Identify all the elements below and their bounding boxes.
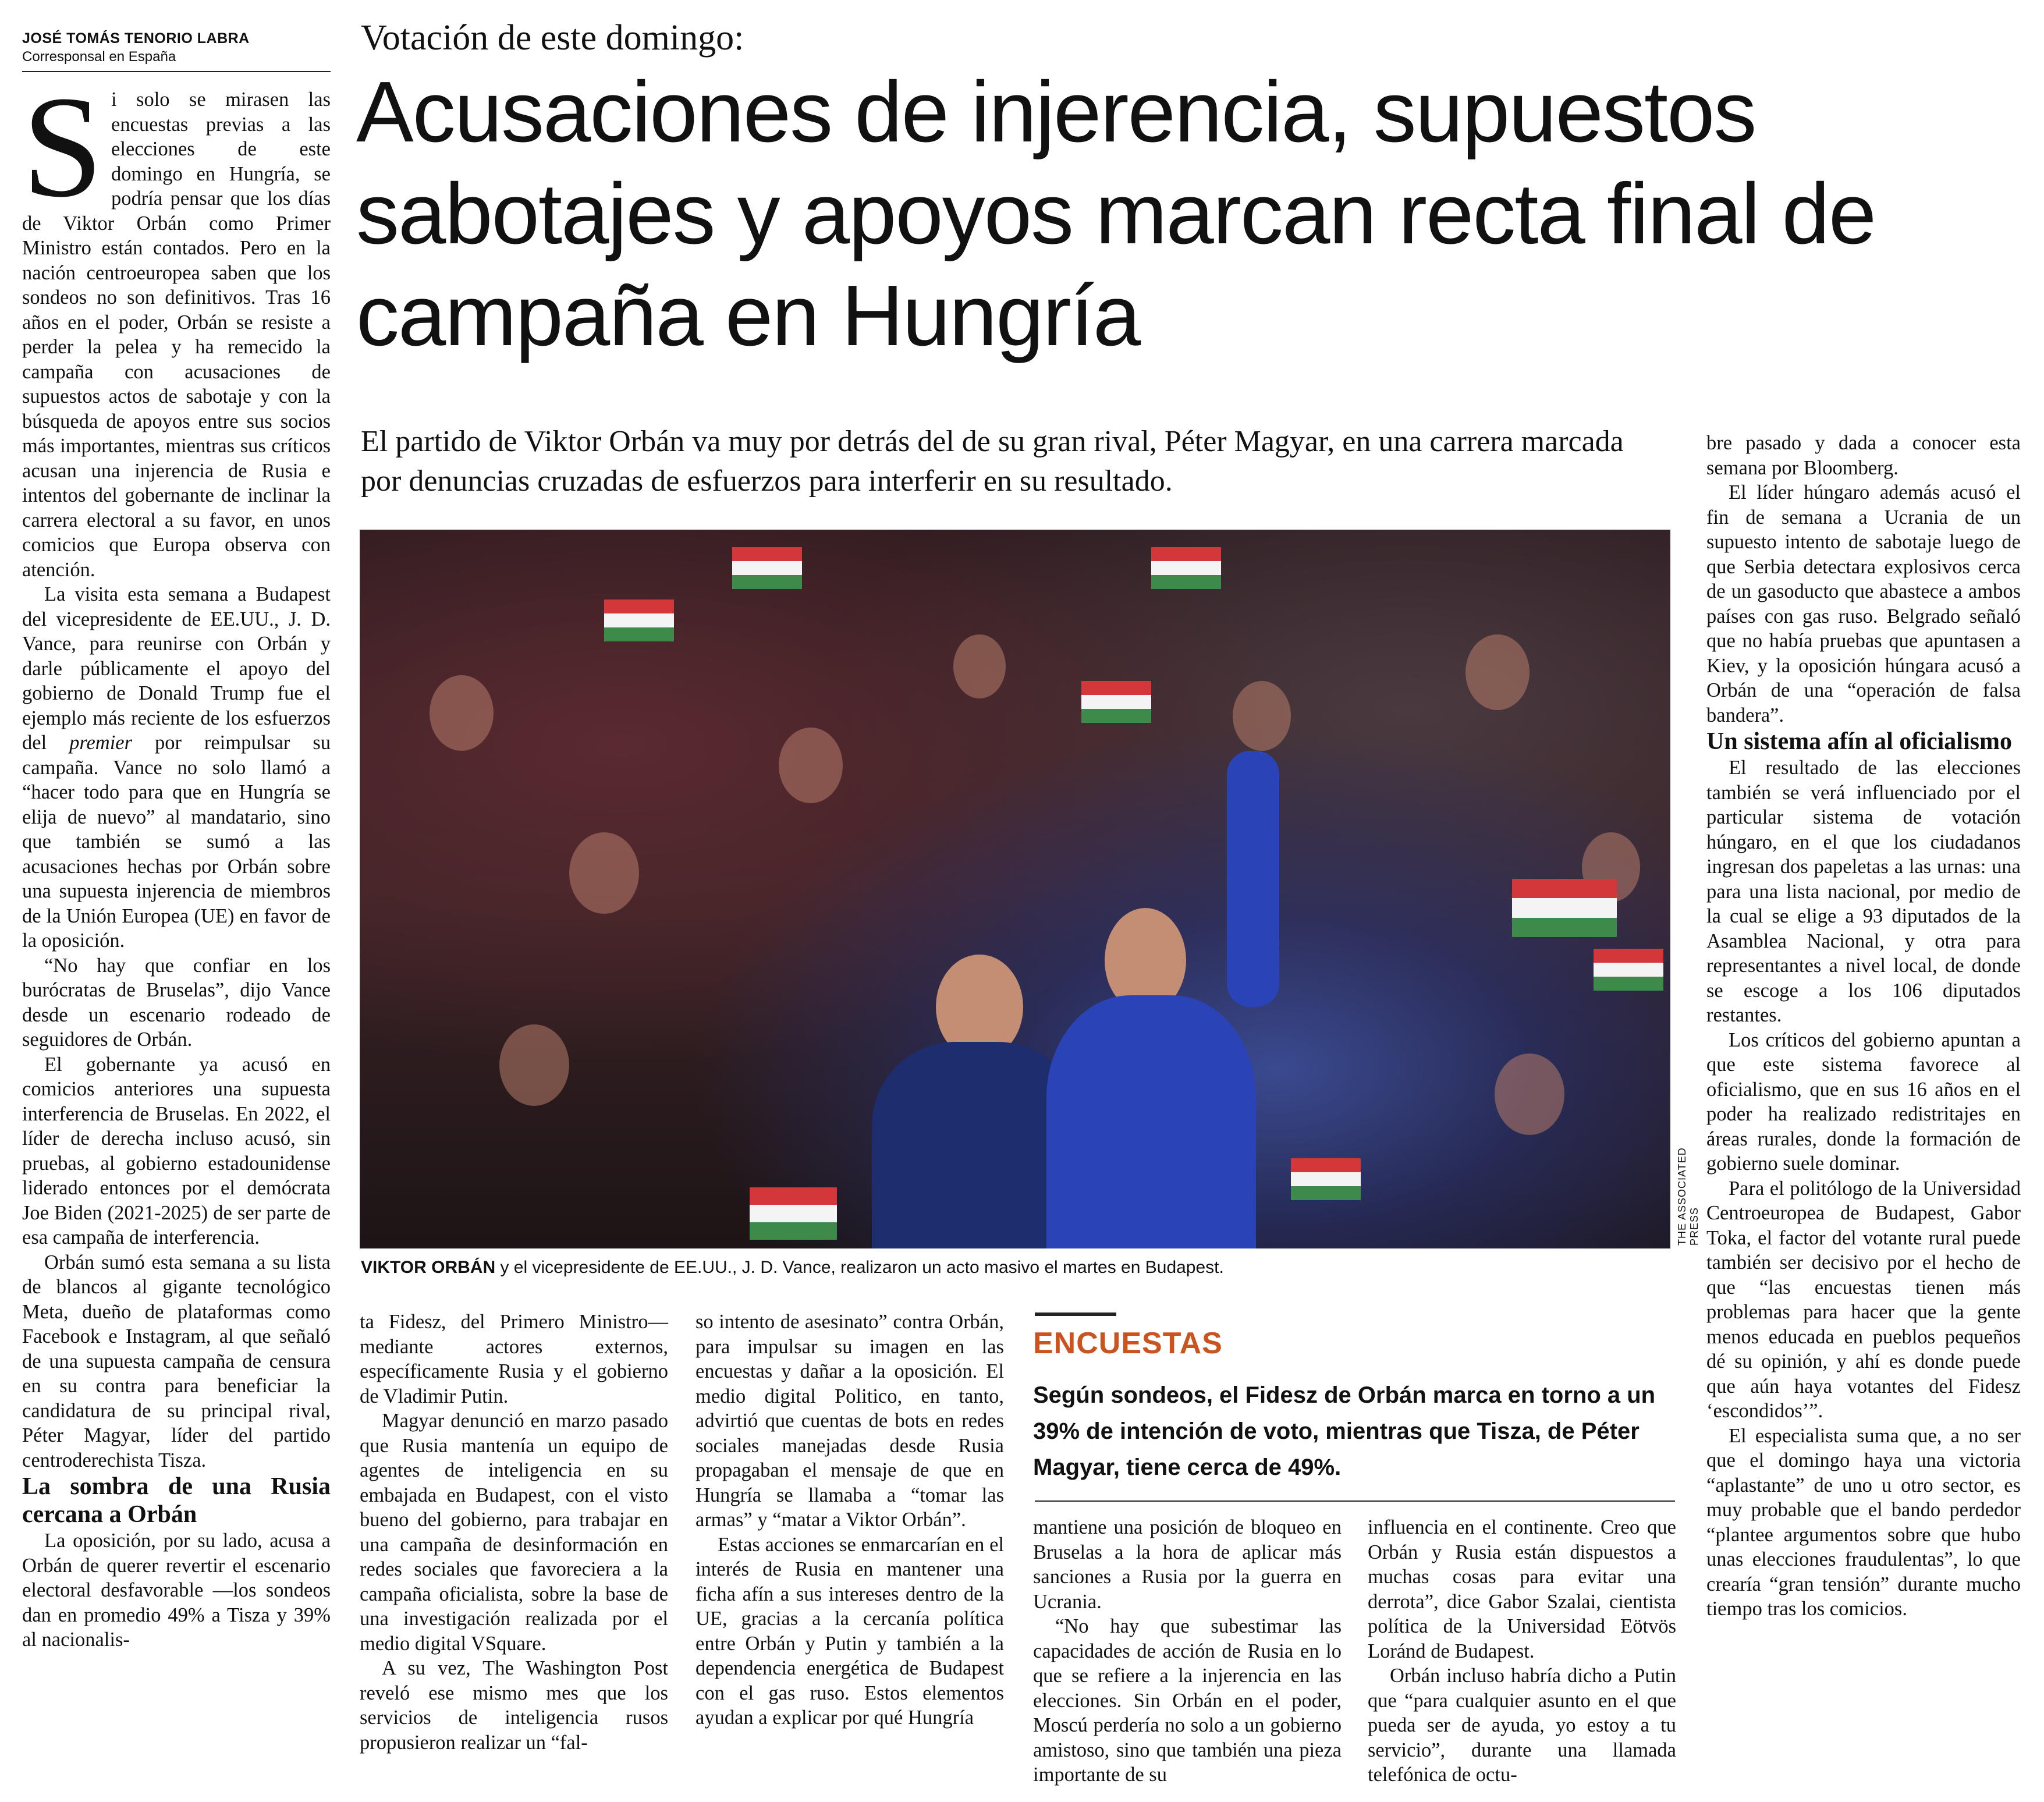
- section-subhead: La sombra de una Rusia cercana a Orbán: [22, 1473, 331, 1528]
- article-column-3: [695, 1310, 1004, 1730]
- paragraph: Orbán incluso habría dicho a Putin que “para cualquier asunto en el que pueda ser de ayuda, yo estoy a tu servicio”, durante una llamada telefónica de octu-: [1368, 1665, 1676, 1786]
- paragraph: Magyar denunció en marzo pasado que Rusia mantenía un equipo de agentes de inteligencia en su embajada en Budapest, con el visto bueno del gobierno, para trabajar en una campaña de desinformación en redes sociales que favoreciera a la campaña oficialista, sobre la base de una investigación realizada por el medio digital VSquare.: [360, 1410, 668, 1655]
- kicker: Votación de este domingo:: [361, 18, 744, 58]
- paragraph: Los críticos del gobierno apuntan a que este sistema favorece al oficialismo, que en sus 16 años en el poder ha realizado redistritajes en áreas rurales, donde la formación de gobierno suele dominar.: [1706, 1028, 2021, 1175]
- article-column-5: [1368, 1515, 1676, 1787]
- paragraph: A su vez, The Washington Post reveló ese mismo mes que los servicios de inteligencia rusos propusieron realizar un “fal-: [360, 1657, 668, 1754]
- paragraph: El líder húngaro además acusó el fin de semana a Ucrania de un supuesto intento de sabotaje luego de que Serbia detectara explosivos cerca de un gasoducto que abastece a ambos países con gas ruso. Belgrado señaló que no había pruebas que apuntasen a Kiev, y la oposición húngara acusó a Orbán de una “operación de falsa bandera”.: [1706, 481, 2021, 726]
- vance-raised-arm: [1227, 751, 1279, 1007]
- dek: El partido de Viktor Orbán va muy por detrás del de su gran rival, Péter Magyar, en una carrera marcada por denuncias cruzadas de esfuerzos para interferir en su resultado.: [361, 425, 1624, 498]
- box-top-rule: [1035, 1313, 1116, 1316]
- photo-credit: THE ASSOCIATED PRESS: [1676, 1147, 1700, 1246]
- article-column-6: [1706, 431, 2021, 1622]
- drop-cap: S: [22, 66, 104, 228]
- caption-lead: VIKTOR ORBÁN: [361, 1258, 496, 1277]
- caption-text: y el vicepresidente de EE.UU., J. D. Vance, realizaron un acto masivo el martes en Budapest.: [495, 1258, 1224, 1277]
- box-label: ENCUESTAS: [1033, 1326, 1223, 1360]
- paragraph: La oposición, por su lado, acusa a Orbán de querer revertir el escenario electoral desfavorable —los sondeos dan en promedio 49% a Tisza y 39% al nacionalis-: [22, 1530, 331, 1651]
- paragraph: Si solo se mirasen las encuestas previas a las elecciones de este domingo en Hungría, se podría pensar que los días de Viktor Orbán como Primer Ministro están contados. Pero en la nación centroeuropea saben que los sondeos no son definitivos. Tras 16 años en el poder, Orbán se resiste a perder la pelea y ha remecido la campaña con acusaciones de supuestos actos de sabotaje y con la búsqueda de apoyos entre sus socios más importantes, mientras sus críticos acusan una injerencia de Rusia e intentos del gobernante de inclinar la carrera electoral a su favor, en unos comicios que Europa observa con atención.: [22, 66, 331, 581]
- author-name: JOSÉ TOMÁS TENORIO LABRA: [22, 30, 250, 47]
- article-column-2: [360, 1310, 668, 1755]
- paragraph: Para el politólogo de la Universidad Centroeuropea de Budapest, Gabor Toka, el factor del votante rural puede también ser decisivo por el hecho de que “las encuestas tienen más problemas para hacer que la gente menos educada en pueblos pequeños dé su opinión, y ahí es donde puede que aún haya votantes del Fidesz ‘escondidos’”.: [1706, 1177, 2021, 1422]
- box-bottom-rule: [1035, 1501, 1675, 1502]
- photo-caption: [361, 1256, 1676, 1279]
- news-photo: [360, 530, 1670, 1248]
- paragraph: Estas acciones se enmarcarían en el interés de Rusia en mantener una ficha afín a sus intereses dentro de la UE, gracias a la cercanía política entre Orbán y Putin y también a la dependencia energética de Budapest con el gas ruso. Estos elementos ayudan a explicar por qué Hungría: [695, 1533, 1004, 1729]
- paragraph: La visita esta semana a Budapest del vicepresidente de EE.UU., J. D. Vance, para reunirse con Orbán y darle públicamente el apoyo del gobierno de Donald Trump fue el ejemplo más reciente de los esfuerzos del premier por reimpulsar su campaña. Vance no solo llamó a “hacer todo para que en Hungría se elija de nuevo” al mandatario, sino que también se sumó a las acusaciones hechas por Orbán sobre una supuesta injerencia de miembros de la Unión Europea (UE) en favor de la oposición.: [22, 583, 331, 952]
- paragraph: bre pasado y dada a conocer esta semana por Bloomberg.: [1706, 432, 2021, 479]
- paragraph: influencia en el continente. Creo que Orbán y Rusia están dispuestos a muchas cosas para evitar una derrota”, dice Gabor Szalai, cientista política de la Universidad Eötvös Loránd de Budapest.: [1368, 1516, 1676, 1662]
- section-subhead: Un sistema afín al oficialismo: [1706, 728, 2012, 755]
- byline: [22, 29, 331, 72]
- paragraph: “No hay que confiar en los burócratas de Bruselas”, dijo Vance desde un escenario rodeado de seguidores de Orbán.: [22, 954, 331, 1051]
- paragraph: ta Fidesz, del Primero Ministro— mediante actores externos, específicamente Rusia y el gobierno de Vladimir Putin.: [360, 1311, 668, 1407]
- paragraph: mantiene una posición de bloqueo en Bruselas a la hora de aplicar más sanciones a Rusia por la guerra en Ucrania.: [1033, 1516, 1342, 1613]
- vance-suit: [1046, 995, 1256, 1248]
- paragraph: El gobernante ya acusó en comicios anteriores una supuesta interferencia de Bruselas. En 2022, el líder de derecha incluso acusó, sin pruebas, al gobierno estadounidense liderado entonces por el demócrata Joe Biden (2021-2025) de ser parte de esa campaña de interferencia.: [22, 1053, 331, 1248]
- headline: Acusaciones de injerencia, supuestos sabotajes y apoyos marcan recta final de campaña en Hungría: [356, 64, 1876, 364]
- author-role: Corresponsal en España: [22, 49, 176, 65]
- paragraph: so intento de asesinato” contra Orbán, para impulsar su imagen en las encuestas y dañar a la oposición. El medio digital Politico, en tanto, advirtió que cuentas de bots en redes sociales manejadas desde Rusia propagaban el mensaje de que en Hungría se llamaba a “tomar las armas” y “matar a Viktor Orbán”.: [695, 1311, 1004, 1531]
- article-column-4: [1033, 1515, 1342, 1787]
- box-text: Según sondeos, el Fidesz de Orbán marca en torno a un 39% de intención de voto, mientras que Tisza, de Péter Magyar, tiene cerca de 49%.: [1033, 1382, 1656, 1480]
- paragraph: El especialista suma que, a no ser que el domingo haya una victoria “aplastante” de uno u otro sector, es muy probable que el bando perdedor “plantee argumentos sobre que hubo unas elecciones fraudulentas”, lo que crearía “gran tensión” durante mucho tiempo tras los comicios.: [1706, 1424, 2021, 1620]
- article-column-1: [22, 66, 331, 1652]
- paragraph: Orbán sumó esta semana a su lista de blancos al gigante tecnológico Meta, dueño de plataformas como Facebook e Instagram, al que señaló de una supuesta campaña de censura en su contra para beneficiar la candidatura de su principal rival, Péter Magyar, líder del partido centroderechista Tisza.: [22, 1251, 331, 1471]
- paragraph: El resultado de las elecciones también se verá influenciado por el particular sistema de votación húngaro, en el que los ciudadanos ingresan dos papeletas a las urnas: una para una lista nacional, por medio de la cual se elige a 93 diputados de la Asamblea Nacional, y otra para representantes a nivel local, de donde se escoge a los 106 diputados restantes.: [1706, 757, 2021, 1026]
- paragraph: “No hay que subestimar las capacidades de acción de Rusia en lo que se refiere a la injerencia en las elecciones. Sin Orbán en el poder, Moscú perdería no solo a un gobierno amistoso, sino que también una pieza importante de su: [1033, 1615, 1342, 1786]
